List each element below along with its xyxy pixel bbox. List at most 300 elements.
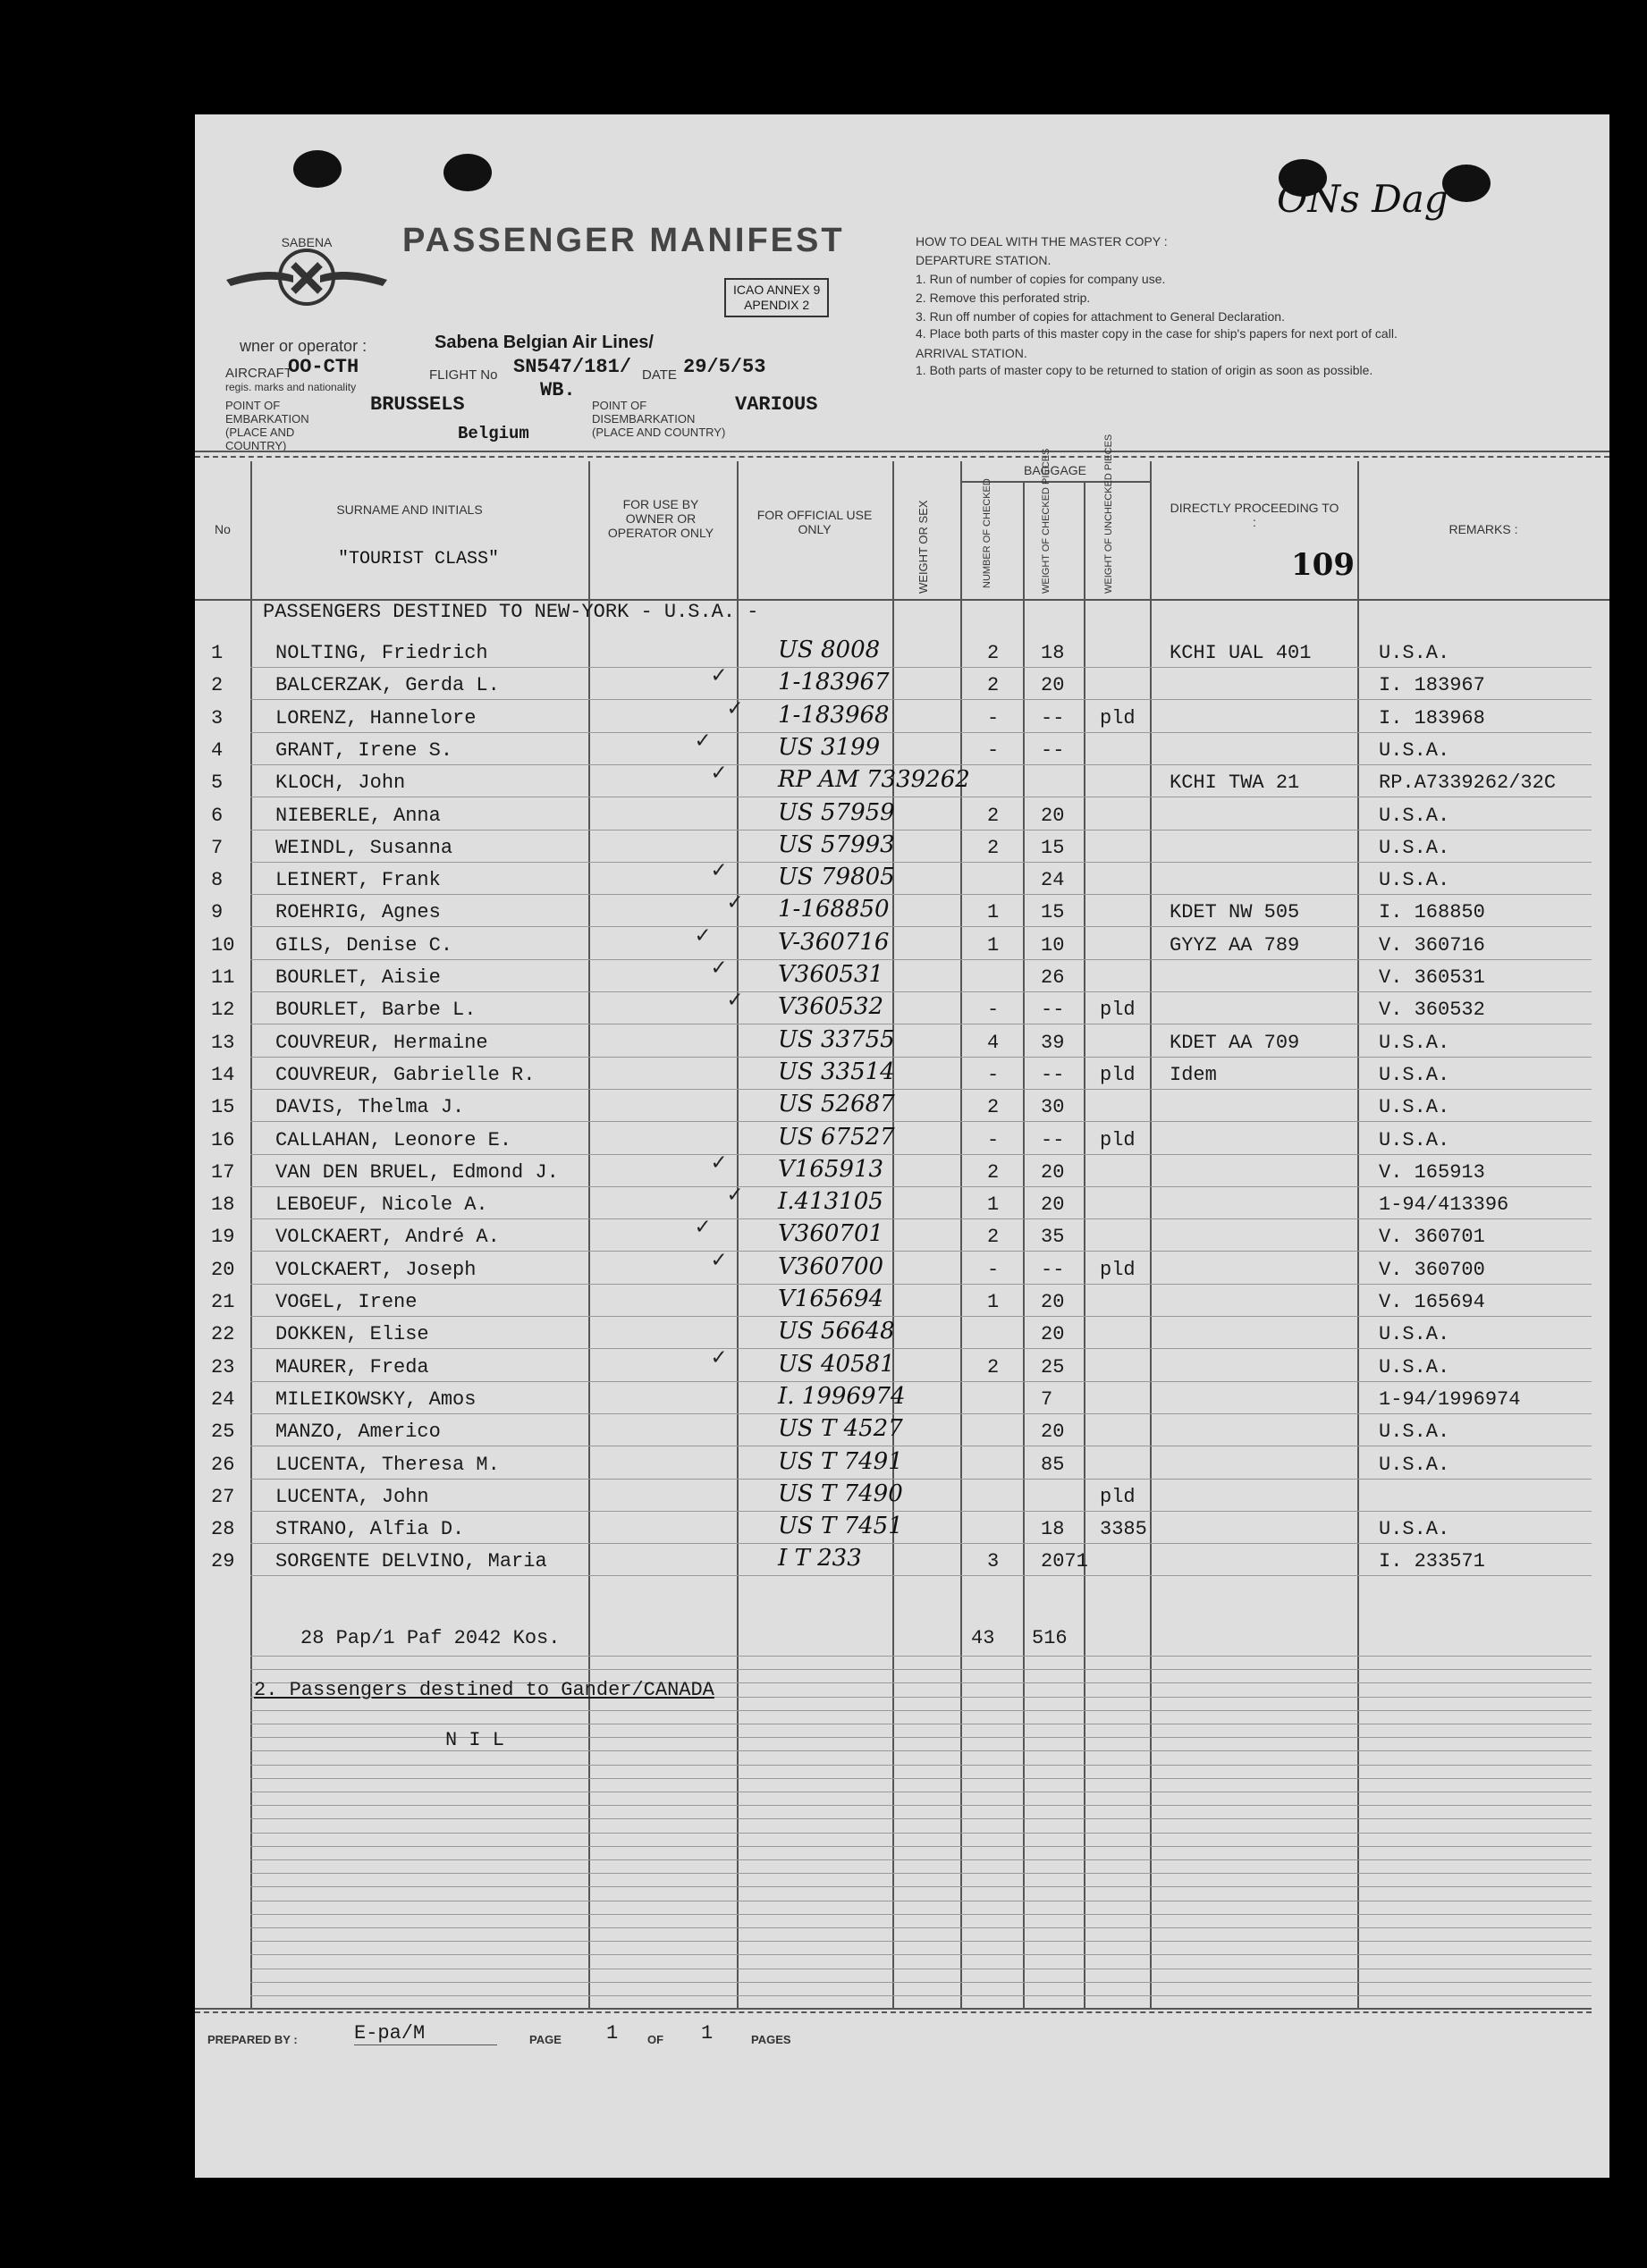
remarks-value: 1-94/1996974	[1379, 1387, 1521, 1411]
table-row	[195, 766, 1609, 798]
official-number: I. 1996974	[778, 1382, 906, 1410]
document-title: PASSENGER MANIFEST	[402, 222, 845, 259]
baggage-count: -	[987, 706, 1000, 729]
passenger-name: MILEIKOWSKY, Amos	[275, 1387, 477, 1411]
passenger-name: DOKKEN, Elise	[275, 1323, 429, 1346]
row-number: 3	[211, 706, 224, 729]
totals-num: 43	[971, 1627, 995, 1649]
baggage-weight: 7	[1041, 1387, 1053, 1411]
row-rule	[250, 1218, 1592, 1219]
row-number: 11	[211, 966, 235, 989]
passenger-name: VOLCKAERT, André A.	[275, 1226, 500, 1249]
icao-line: APENDIX 2	[744, 298, 810, 312]
table-row	[195, 1026, 1609, 1058]
remarks-value: V. 360701	[1379, 1226, 1485, 1249]
baggage-count: 4	[987, 1031, 1000, 1054]
table-row	[195, 1318, 1609, 1350]
baggage-count: 1	[987, 1291, 1000, 1313]
unchecked-weight: pld	[1100, 706, 1136, 729]
row-number: 22	[211, 1323, 235, 1346]
check-mark-icon: ✓	[712, 1344, 726, 1371]
manifest-page	[195, 114, 1609, 2178]
row-number: 19	[211, 1226, 235, 1249]
official-number: 1-183968	[778, 701, 890, 729]
row-rule	[250, 1479, 1592, 1480]
owner-label: wner or operator :	[240, 337, 367, 355]
baggage-weight: --	[1041, 999, 1065, 1022]
check-mark-icon: ✓	[728, 987, 742, 1015]
date-label: DATE	[642, 367, 677, 383]
check-mark-icon: ✓	[712, 955, 726, 982]
baggage-count: -	[987, 1128, 1000, 1151]
remarks-value: RP.A7339262/32C	[1379, 771, 1557, 795]
blank-rule	[250, 1805, 1592, 1806]
svg-text:SABENA: SABENA	[281, 235, 333, 249]
blank-rule	[250, 1818, 1592, 1819]
official-number: US 40581	[778, 1350, 895, 1378]
blank-rule	[250, 1656, 1592, 1657]
row-rule	[250, 1511, 1592, 1512]
official-number: US T 7490	[778, 1480, 903, 1507]
col-class: "TOURIST CLASS"	[337, 549, 500, 569]
passenger-name: MANZO, Americo	[275, 1421, 441, 1444]
check-mark-icon: ✓	[712, 662, 726, 690]
row-number: 2	[211, 674, 224, 697]
row-rule	[250, 1316, 1592, 1317]
unchecked-weight: pld	[1100, 1063, 1136, 1086]
official-number: US T 7491	[778, 1447, 903, 1475]
table-row	[195, 929, 1609, 961]
official-number: V-360716	[778, 928, 890, 956]
blank-rule	[250, 1710, 1592, 1711]
row-number: 8	[211, 869, 224, 892]
instruction-item: 1. Run of number of copies for company use.	[916, 272, 1166, 286]
passenger-name: LUCENTA, John	[275, 1485, 429, 1508]
baggage-count: 2	[987, 1160, 1000, 1184]
passenger-name: STRANO, Alfia D.	[275, 1518, 465, 1541]
official-number: US 33755	[778, 1025, 895, 1053]
baggage-weight: 15	[1041, 901, 1065, 924]
unchecked-weight: pld	[1100, 1485, 1136, 1508]
remarks-value: I. 183967	[1379, 674, 1485, 697]
of-label: OF	[647, 2033, 664, 2046]
remarks-value: I. 183968	[1379, 706, 1485, 729]
passenger-name: BALCERZAK, Gerda L.	[275, 674, 500, 697]
passenger-name: VOLCKAERT, Joseph	[275, 1258, 477, 1281]
row-number: 7	[211, 836, 224, 859]
blank-rule	[250, 1778, 1592, 1779]
official-number: US T 4527	[778, 1415, 903, 1443]
table-row	[195, 1351, 1609, 1383]
table-row	[195, 702, 1609, 734]
passenger-name: MAURER, Freda	[275, 1355, 429, 1379]
check-mark-icon: ✓	[728, 695, 742, 722]
table-row	[195, 1286, 1609, 1318]
official-number: US 57959	[778, 798, 895, 826]
col-num-checked: NUMBER OF CHECKED	[982, 478, 992, 588]
passenger-name: WEINDL, Susanna	[275, 836, 453, 859]
table-row	[195, 734, 1609, 766]
passenger-name: GILS, Denise C.	[275, 933, 453, 957]
baggage-weight: 20	[1041, 1160, 1065, 1184]
official-number: 1-183967	[778, 669, 890, 696]
table-row	[195, 1156, 1609, 1188]
passenger-name: KLOCH, John	[275, 771, 406, 795]
aircraft-label: AIRCRAFT	[225, 366, 292, 381]
row-number: 9	[211, 901, 224, 924]
passenger-name: NOLTING, Friedrich	[275, 642, 488, 664]
row-number: 18	[211, 1193, 235, 1217]
check-mark-icon: ✓	[696, 922, 710, 949]
row-rule	[250, 1284, 1592, 1285]
blank-rule	[250, 1669, 1592, 1670]
remarks-value: U.S.A.	[1379, 1518, 1450, 1541]
blank-rule	[250, 1859, 1592, 1860]
official-number: RP AM 7339262	[778, 766, 970, 794]
table-row	[195, 1545, 1609, 1577]
passenger-name: NIEBERLE, Anna	[275, 804, 441, 827]
official-number: I T 233	[778, 1545, 862, 1572]
check-mark-icon: ✓	[712, 760, 726, 788]
table-row	[195, 637, 1609, 669]
passenger-name: LEINERT, Frank	[275, 869, 441, 892]
baggage-count: -	[987, 1063, 1000, 1086]
departure-heading: DEPARTURE STATION.	[916, 253, 1052, 267]
col-no: No	[215, 522, 231, 536]
baggage-weight: 20	[1041, 804, 1065, 827]
baggage-weight: 24	[1041, 869, 1065, 892]
prepared-value: E-pa/M	[354, 2022, 497, 2045]
check-mark-icon: ✓	[696, 1214, 710, 1242]
official-number: V360532	[778, 993, 884, 1021]
blank-rule	[250, 1846, 1592, 1847]
remarks-value: V. 360700	[1379, 1258, 1485, 1281]
remarks-value: U.S.A.	[1379, 642, 1450, 664]
remarks-value: U.S.A.	[1379, 1063, 1450, 1086]
remarks-value: U.S.A.	[1379, 738, 1450, 762]
baggage-weight: 20	[1041, 674, 1065, 697]
remarks-value: I. 233571	[1379, 1550, 1485, 1573]
row-number: 10	[211, 933, 235, 957]
baggage-count: -	[987, 999, 1000, 1022]
official-number: US T 7451	[778, 1513, 903, 1540]
table-row	[195, 896, 1609, 928]
unchecked-weight: pld	[1100, 1128, 1136, 1151]
remarks-value: U.S.A.	[1379, 1323, 1450, 1346]
row-rule	[250, 1154, 1592, 1155]
baggage-count: 2	[987, 1355, 1000, 1379]
baggage-weight: 20	[1041, 1193, 1065, 1217]
embark-country: Belgium	[458, 424, 529, 443]
row-number: 13	[211, 1031, 235, 1054]
check-mark-icon: ✓	[696, 727, 710, 755]
table-row	[195, 1124, 1609, 1156]
baggage-count: 1	[987, 901, 1000, 924]
table-row	[195, 1415, 1609, 1447]
passenger-name: BOURLET, Aisie	[275, 966, 441, 989]
row-number: 21	[211, 1291, 235, 1313]
col-weight-sex: WEIGHT OR SEX	[916, 500, 930, 594]
blank-rule	[250, 1914, 1592, 1915]
table-row	[195, 1220, 1609, 1252]
col-weight-unchecked: WEIGHT OF UNCHECKED PIECES	[1103, 434, 1114, 594]
baggage-weight: 35	[1041, 1226, 1065, 1249]
proceeding-number: 109	[1291, 547, 1355, 583]
unchecked-weight: pld	[1100, 999, 1136, 1022]
row-rule	[250, 1543, 1592, 1544]
instruction-item: 3. Run off number of copies for attachment to General Declaration.	[916, 309, 1285, 324]
wb-mark: WB.	[540, 379, 576, 401]
baggage-count: 1	[987, 1193, 1000, 1217]
passenger-name: COUVREUR, Hermaine	[275, 1031, 488, 1054]
baggage-weight: --	[1041, 1128, 1065, 1151]
blank-rule	[250, 1833, 1592, 1834]
check-mark-icon: ✓	[728, 889, 742, 917]
row-number: 5	[211, 771, 224, 795]
baggage-weight: --	[1041, 706, 1065, 729]
proceeding-to: KDET AA 709	[1170, 1031, 1300, 1054]
remarks-value: U.S.A.	[1379, 804, 1450, 827]
remarks-value: V. 165694	[1379, 1291, 1485, 1313]
baggage-weight: --	[1041, 738, 1065, 762]
totals-label: 28 Pap/1 Paf 2042 Kos.	[300, 1627, 561, 1649]
baggage-weight: 20	[1041, 1421, 1065, 1444]
baggage-weight: 26	[1041, 966, 1065, 989]
baggage-weight: 18	[1041, 1518, 1065, 1541]
baggage-weight: --	[1041, 1258, 1065, 1281]
row-rule	[250, 991, 1592, 992]
row-number: 12	[211, 999, 235, 1022]
row-number: 15	[211, 1096, 235, 1119]
col-remarks: REMARKS :	[1449, 522, 1518, 536]
remarks-value: U.S.A.	[1379, 836, 1450, 859]
remarks-value: U.S.A.	[1379, 869, 1450, 892]
disembark-value: VARIOUS	[735, 393, 818, 416]
passenger-name: VOGEL, Irene	[275, 1291, 418, 1313]
official-number: US 8008	[778, 637, 881, 663]
official-number: US 57993	[778, 830, 895, 858]
passenger-name: CALLAHAN, Leonore E.	[275, 1128, 512, 1151]
baggage-count: 2	[987, 804, 1000, 827]
row-rule	[250, 926, 1592, 927]
official-number: V360700	[778, 1252, 884, 1280]
passenger-name: LEBOEUF, Nicole A.	[275, 1193, 488, 1217]
official-number: V360531	[778, 961, 884, 988]
row-rule	[250, 862, 1592, 863]
table-row	[195, 669, 1609, 701]
check-mark-icon: ✓	[728, 1182, 742, 1210]
baggage-weight: 85	[1041, 1453, 1065, 1476]
baggage-count: -	[987, 738, 1000, 762]
row-number: 24	[211, 1387, 235, 1411]
table-row	[195, 1058, 1609, 1091]
blank-rule	[250, 1765, 1592, 1766]
col-proceeding: DIRECTLY PROCEEDING TO :	[1170, 501, 1339, 529]
baggage-weight: 18	[1041, 642, 1065, 664]
table-row	[195, 864, 1609, 896]
of-value: 1	[701, 2022, 714, 2045]
proceeding-to: GYYZ AA 789	[1170, 933, 1300, 957]
baggage-count: 2	[987, 836, 1000, 859]
unchecked-weight: 3385	[1100, 1518, 1147, 1541]
disembark-label: POINT OF DISEMBARKATION (PLACE AND COUNTRY)	[592, 399, 726, 439]
official-number: US 79805	[778, 864, 895, 891]
official-number: US 33514	[778, 1058, 895, 1085]
row-number: 23	[211, 1355, 235, 1379]
official-number: V165694	[778, 1286, 884, 1312]
col-official-use: FOR OFFICIAL USE ONLY	[756, 508, 873, 536]
row-rule	[250, 1348, 1592, 1349]
remarks-value: U.S.A.	[1379, 1128, 1450, 1151]
col-surname: SURNAME AND INITIALS	[336, 502, 483, 517]
baggage-weight: 20	[1041, 1291, 1065, 1313]
baggage-count: 2	[987, 642, 1000, 664]
official-number: V165913	[778, 1155, 884, 1183]
passenger-name: VAN DEN BRUEL, Edmond J.	[275, 1160, 559, 1184]
proceeding-to: KCHI UAL 401	[1170, 642, 1312, 664]
official-number: 1-168850	[778, 896, 890, 923]
official-number: US 3199	[778, 733, 881, 761]
table-row	[195, 1188, 1609, 1220]
instructions-heading: HOW TO DEAL WITH THE MASTER COPY :	[916, 234, 1168, 249]
page-value: 1	[606, 2022, 619, 2045]
passenger-name: COUVREUR, Gabrielle R.	[275, 1063, 536, 1086]
table-row	[195, 1383, 1609, 1415]
instruction-item: 2. Remove this perforated strip.	[916, 291, 1091, 305]
blank-rule	[250, 1927, 1592, 1928]
row-rule	[250, 1186, 1592, 1187]
table-row	[195, 1448, 1609, 1480]
remarks-value: 1-94/413396	[1379, 1193, 1509, 1217]
baggage-weight: 2071	[1041, 1550, 1088, 1573]
row-number: 16	[211, 1128, 235, 1151]
row-number: 27	[211, 1485, 235, 1508]
col-owner-use: FOR USE BY OWNER OR OPERATOR ONLY	[607, 497, 714, 540]
pages-label: PAGES	[751, 2033, 791, 2046]
passenger-name: ROEHRIG, Agnes	[275, 901, 441, 924]
baggage-weight: 30	[1041, 1096, 1065, 1119]
table-row	[195, 1091, 1609, 1123]
baggage-weight: 10	[1041, 933, 1065, 957]
remarks-value: V. 165913	[1379, 1160, 1485, 1184]
row-number: 28	[211, 1518, 235, 1541]
table-row	[195, 1480, 1609, 1513]
remarks-value: U.S.A.	[1379, 1453, 1450, 1476]
row-number: 26	[211, 1453, 235, 1476]
row-rule	[250, 894, 1592, 895]
baggage-count: 2	[987, 1096, 1000, 1119]
baggage-count: 2	[987, 674, 1000, 697]
flight-value: SN547/181/	[513, 356, 632, 378]
passenger-name: LORENZ, Hannelore	[275, 706, 477, 729]
table-row	[195, 961, 1609, 993]
row-rule	[250, 1089, 1592, 1090]
official-number: US 52687	[778, 1091, 895, 1118]
remarks-value: U.S.A.	[1379, 1421, 1450, 1444]
check-mark-icon: ✓	[712, 1149, 726, 1176]
nil-mark: N I L	[445, 1729, 505, 1751]
row-number: 14	[211, 1063, 235, 1086]
section-heading-2: 2. Passengers destined to Gander/CANADA	[254, 1679, 714, 1701]
aircraft-sublabel: regis. marks and nationality	[225, 381, 357, 393]
row-number: 25	[211, 1421, 235, 1444]
passenger-name: GRANT, Irene S.	[275, 738, 453, 762]
row-rule	[250, 1413, 1592, 1414]
col-weight-checked: WEIGHT OF CHECKED PIECES	[1041, 448, 1052, 594]
unchecked-weight: pld	[1100, 1258, 1136, 1281]
date-value: 29/5/53	[683, 356, 766, 378]
blank-rule	[250, 1941, 1592, 1942]
row-number: 6	[211, 804, 224, 827]
passenger-name: BOURLET, Barbe L.	[275, 999, 477, 1022]
row-rule	[250, 1057, 1592, 1058]
row-rule	[250, 1575, 1592, 1576]
row-number: 17	[211, 1160, 235, 1184]
remarks-value: V. 360716	[1379, 933, 1485, 957]
prepared-label: PREPARED BY :	[207, 2033, 298, 2046]
baggage-count: 2	[987, 1226, 1000, 1249]
row-rule	[250, 959, 1592, 960]
table-row	[195, 993, 1609, 1025]
totals-weight: 516	[1032, 1627, 1068, 1649]
check-mark-icon: ✓	[712, 1246, 726, 1274]
remarks-value: U.S.A.	[1379, 1355, 1450, 1379]
icao-line: ICAO ANNEX 9	[733, 282, 821, 297]
row-rule	[250, 667, 1592, 668]
row-rule	[250, 1251, 1592, 1252]
row-rule	[250, 1381, 1592, 1382]
official-number: I.413105	[778, 1188, 883, 1216]
arrival-heading: ARRIVAL STATION.	[916, 346, 1027, 360]
page-label: PAGE	[529, 2033, 562, 2046]
blank-rule	[250, 1982, 1592, 1983]
row-rule	[250, 732, 1592, 733]
remarks-value: U.S.A.	[1379, 1096, 1450, 1119]
col-baggage: BAGGAGE	[1023, 463, 1087, 477]
passenger-name: DAVIS, Thelma J.	[275, 1096, 465, 1119]
flight-label: FLIGHT No	[429, 367, 498, 383]
proceeding-to: KCHI TWA 21	[1170, 771, 1300, 795]
handwritten-annotation: ONs Dag	[1277, 177, 1449, 221]
baggage-weight: 20	[1041, 1323, 1065, 1346]
table-row	[195, 799, 1609, 831]
baggage-count: 3	[987, 1550, 1000, 1573]
official-number: US 56648	[778, 1318, 895, 1345]
row-number: 29	[211, 1550, 235, 1573]
embark-value: BRUSSELS	[370, 393, 465, 416]
row-rule	[250, 764, 1592, 765]
embark-label: POINT OF EMBARKATION (PLACE AND COUNTRY)	[225, 399, 309, 452]
baggage-weight: 25	[1041, 1355, 1065, 1379]
official-number: V360701	[778, 1220, 884, 1248]
row-number: 1	[211, 642, 224, 664]
blank-rule	[250, 1995, 1592, 1996]
section-heading: PASSENGERS DESTINED TO NEW-YORK - U.S.A. -	[263, 601, 759, 623]
table-row	[195, 1513, 1609, 1545]
blank-rule	[250, 1873, 1592, 1874]
baggage-weight: --	[1041, 1063, 1065, 1086]
blank-rule	[250, 1954, 1592, 1955]
passenger-name: LUCENTA, Theresa M.	[275, 1453, 500, 1476]
baggage-weight: 15	[1041, 836, 1065, 859]
row-rule	[250, 699, 1592, 700]
check-mark-icon: ✓	[712, 857, 726, 885]
passenger-name: SORGENTE DELVINO, Maria	[275, 1550, 547, 1573]
table-row	[195, 1253, 1609, 1286]
instruction-item: 4. Place both parts of this master copy in the case for ship's papers for next port of call.	[916, 326, 1398, 341]
remarks-value: U.S.A.	[1379, 1031, 1450, 1054]
owner-value: Sabena Belgian Air Lines/	[435, 333, 654, 352]
